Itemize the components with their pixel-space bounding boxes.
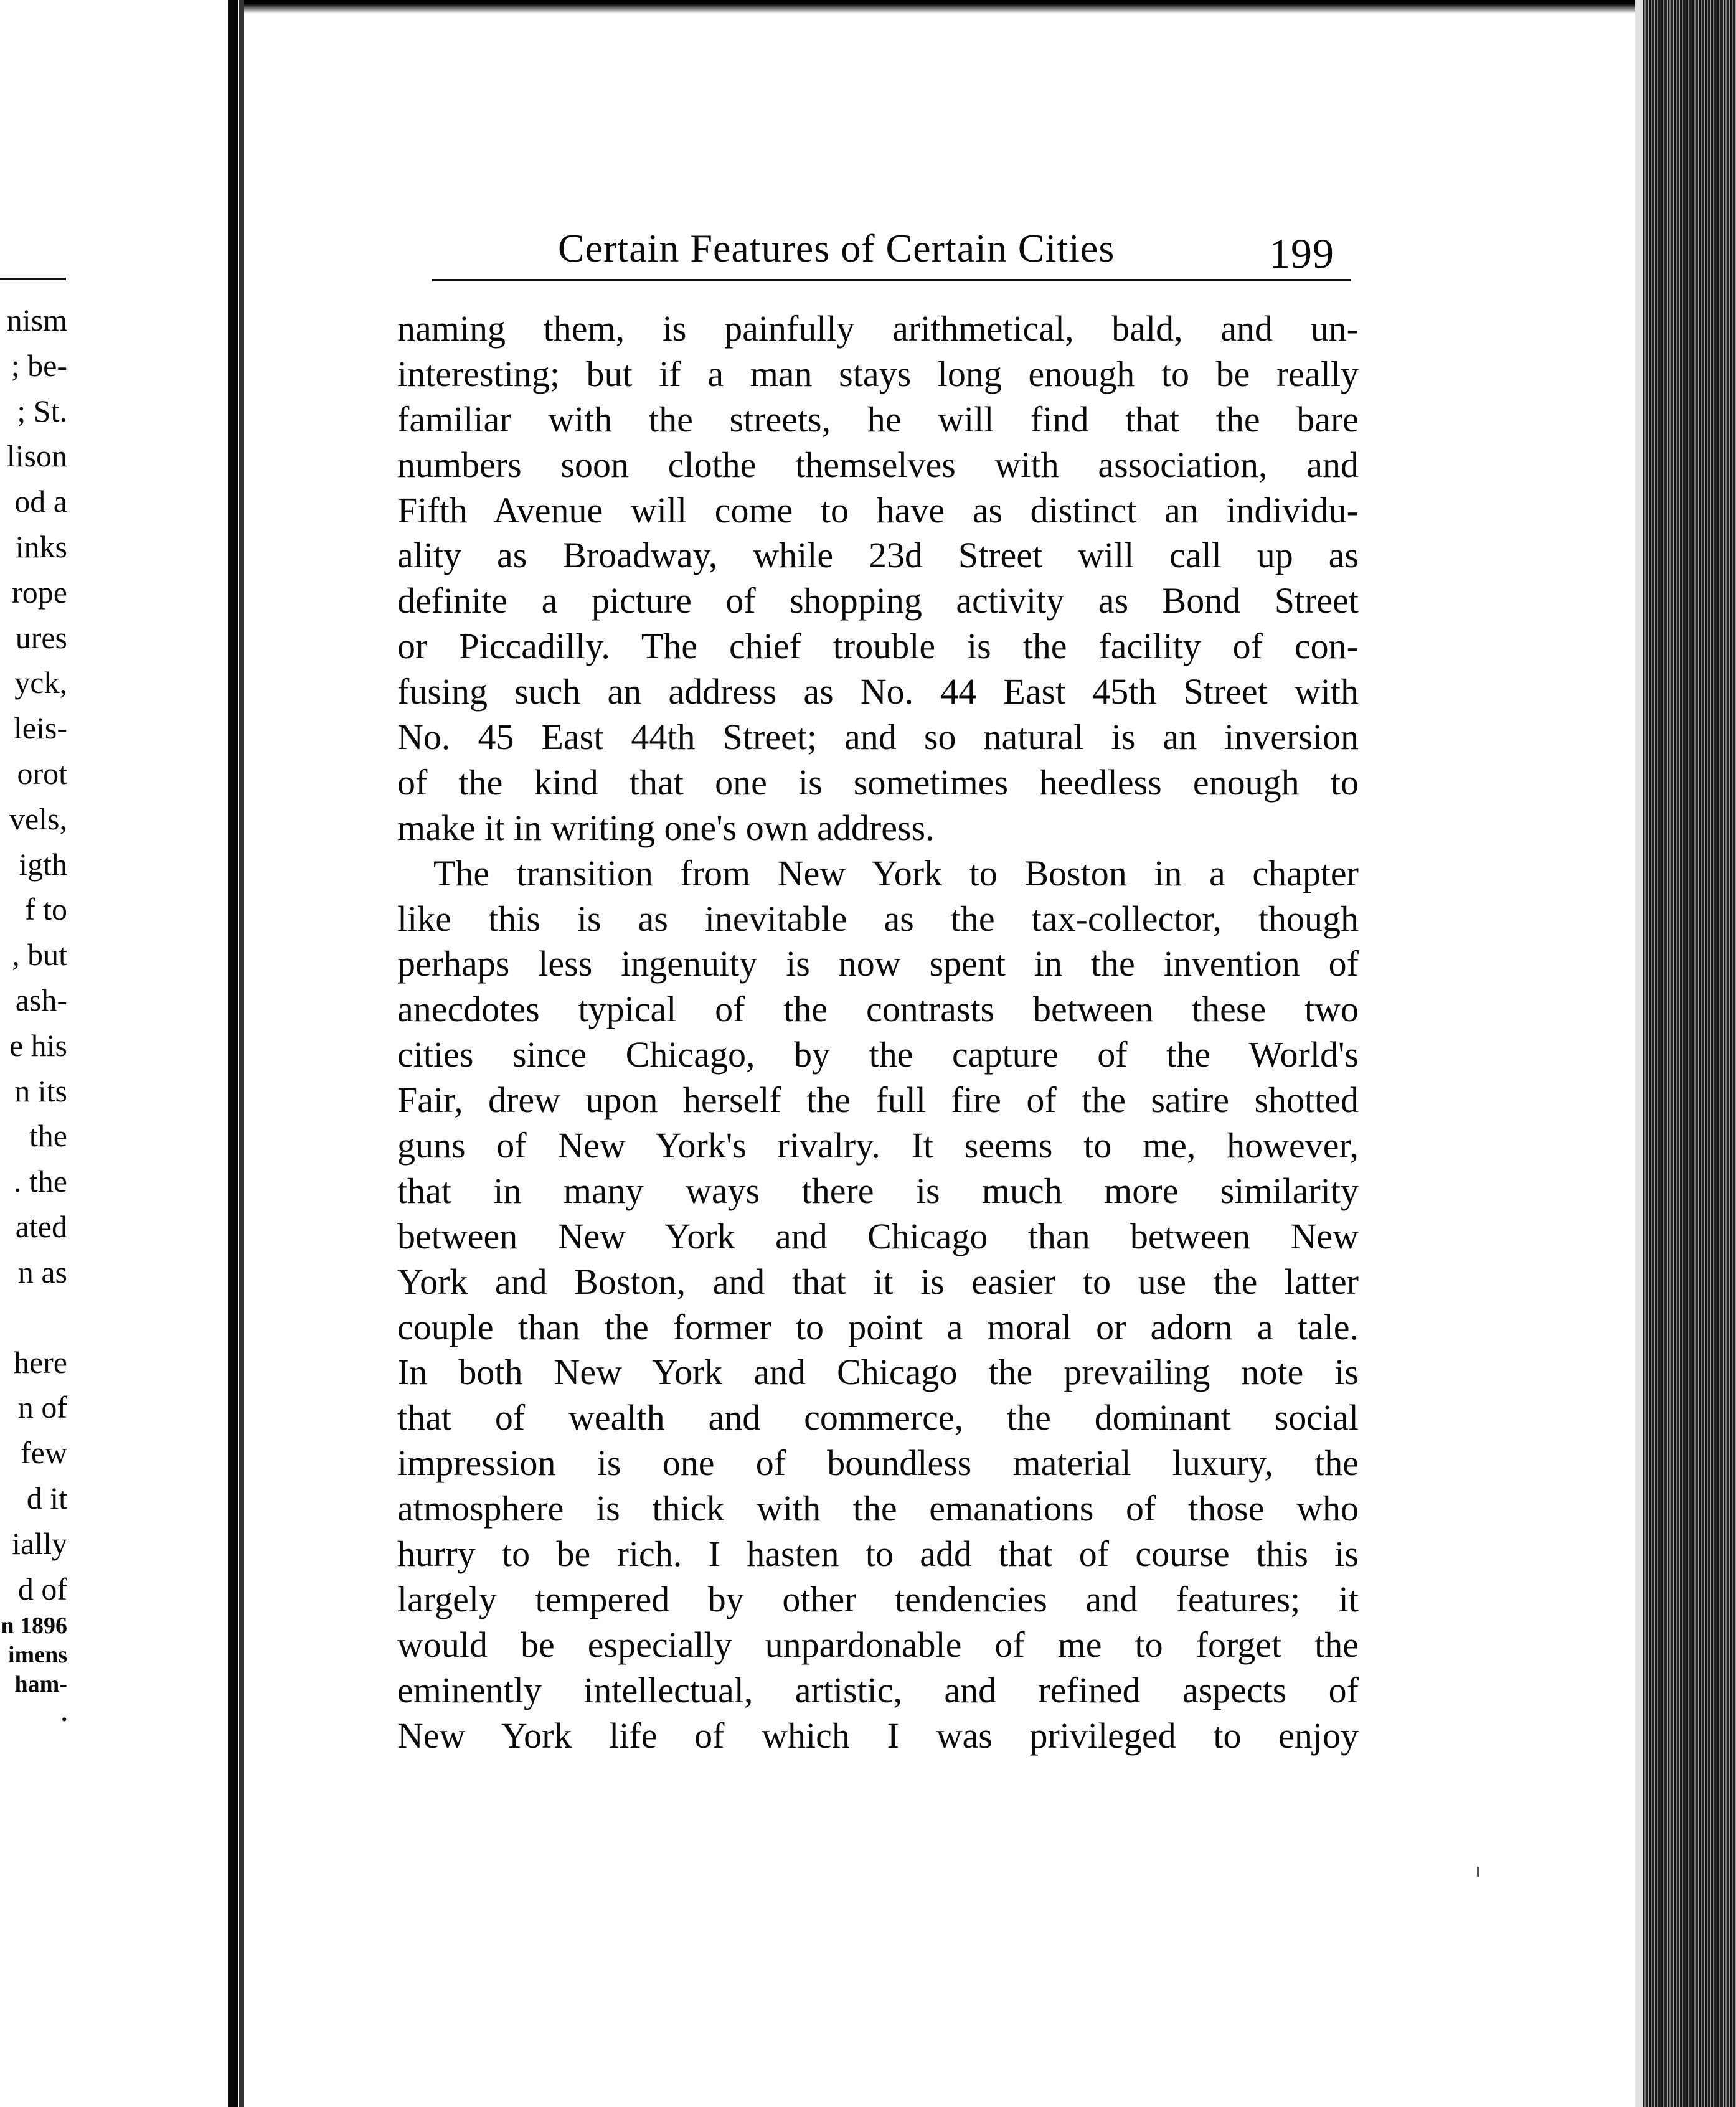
text-line: fusing such an address as No. 44 East 45th Street with bbox=[397, 671, 1359, 712]
text-line: largely tempered by other tendencies and features; it bbox=[397, 1578, 1359, 1619]
text-line: would be especially unpardonable of me to forget the bbox=[397, 1624, 1359, 1665]
previous-page-line: ; St. bbox=[17, 393, 67, 428]
previous-page-line: ially bbox=[12, 1525, 67, 1561]
previous-page-line: the bbox=[29, 1118, 67, 1154]
text-line: York and Boston, and that it is easier to use the latter bbox=[397, 1261, 1359, 1302]
text-line: perhaps less ingenuity is now spent in the invention of bbox=[397, 943, 1359, 984]
previous-page-line: d it bbox=[26, 1480, 67, 1515]
previous-page-line: few bbox=[21, 1435, 67, 1471]
previous-page-line: ures bbox=[15, 620, 67, 655]
text-line: that of wealth and commerce, the dominant social bbox=[397, 1397, 1359, 1438]
previous-page-line: yck, bbox=[14, 665, 67, 700]
previous-page-footnote-line: . bbox=[61, 1700, 67, 1727]
text-line: ality as Broadway, while 23d Street will call up as bbox=[397, 535, 1359, 576]
header-rule bbox=[432, 279, 1351, 281]
text-line: definite a picture of shopping activity as Bond Street bbox=[397, 580, 1359, 621]
text-line: In both New York and Chicago the prevailing note is bbox=[397, 1352, 1359, 1393]
text-line: hurry to be rich. I hasten to add that of course this is bbox=[397, 1534, 1359, 1575]
previous-page-line: leis- bbox=[13, 710, 67, 746]
text-line: New York life of which I was privileged to enjoy bbox=[397, 1715, 1359, 1756]
paragraph-last-line: make it in writing one's own address. bbox=[397, 807, 935, 848]
previous-page-head-rule bbox=[0, 278, 66, 280]
previous-page-line: . the bbox=[13, 1164, 67, 1199]
previous-page-line: ated bbox=[15, 1209, 67, 1244]
text-line: between New York and Chicago than between New bbox=[397, 1215, 1359, 1256]
page-edge-highlight bbox=[1635, 0, 1643, 2107]
text-line: eminently intellectual, artistic, and refined aspects of bbox=[397, 1669, 1359, 1710]
previous-page-line: n of bbox=[17, 1390, 67, 1425]
text-line: cities since Chicago, by the capture of the World's bbox=[397, 1034, 1359, 1075]
text-line: familiar with the streets, he will find that the bare bbox=[397, 398, 1359, 440]
previous-page-line: nism bbox=[6, 303, 67, 337]
previous-page-line: f to bbox=[24, 892, 67, 927]
text-line: couple than the former to point a moral or adorn a tale. bbox=[397, 1306, 1359, 1347]
previous-page-line: n its bbox=[14, 1073, 67, 1108]
page-number: 199 bbox=[1269, 230, 1334, 277]
previous-page-line: inks bbox=[15, 529, 67, 564]
binding-gutter bbox=[228, 0, 238, 2107]
previous-page-line: n as bbox=[17, 1254, 67, 1289]
previous-page-line: od a bbox=[14, 484, 67, 519]
text-line: interesting; but if a man stays long enough to be really bbox=[397, 353, 1359, 394]
previous-page-line: igth bbox=[19, 846, 67, 882]
scan-speck bbox=[1477, 1867, 1479, 1877]
previous-page-footnote-line: ham- bbox=[14, 1671, 67, 1698]
current-page bbox=[244, 14, 1635, 2107]
text-line: impression is one of boundless material luxury, the bbox=[397, 1443, 1359, 1484]
text-line: atmosphere is thick with the emanations of those who bbox=[397, 1488, 1359, 1529]
previous-page-footnote-line: n 1896 bbox=[1, 1613, 67, 1639]
previous-page-line: ; be- bbox=[11, 347, 67, 383]
stacked-page-edges bbox=[1643, 0, 1736, 2107]
previous-page-footnote-line: imens bbox=[8, 1642, 67, 1669]
previous-page-text bbox=[1, 298, 67, 1728]
text-line: guns of New York's rivalry. It seems to me, however, bbox=[397, 1125, 1359, 1166]
paragraph-first-line: The transition from New York to Boston in a chapter bbox=[433, 852, 1359, 893]
previous-page-line: e his bbox=[9, 1027, 67, 1063]
text-line: or Piccadilly. The chief trouble is the facility of con- bbox=[397, 626, 1359, 667]
previous-page-line: vels, bbox=[9, 801, 67, 836]
text-line: No. 45 East 44th Street; and so natural is an inversion bbox=[397, 717, 1359, 758]
previous-page-line: d of bbox=[17, 1571, 67, 1606]
previous-page-line: here bbox=[13, 1344, 67, 1380]
text-line: Fifth Avenue will come to have as distinct an individu- bbox=[397, 489, 1359, 530]
running-title: Certain Features of Certain Cities bbox=[558, 226, 1115, 270]
text-line: like this is as inevitable as the tax-collector, though bbox=[397, 898, 1359, 939]
text-line: anecdotes typical of the contrasts between these two bbox=[397, 989, 1359, 1030]
text-line: naming them, is painfully arithmetical, bald, and un- bbox=[397, 308, 1359, 349]
text-line: that in many ways there is much more similarity bbox=[397, 1170, 1359, 1211]
body-text bbox=[397, 306, 1359, 1759]
previous-page-line: lison bbox=[6, 438, 67, 474]
previous-page-line: ash- bbox=[15, 982, 67, 1017]
previous-page-line: rope bbox=[12, 574, 67, 610]
previous-page-line: , but bbox=[12, 937, 67, 973]
top-scan-edge bbox=[244, 0, 1643, 14]
text-line: Fair, drew upon herself the full fire of the satire shotted bbox=[397, 1080, 1359, 1121]
previous-page-line: orot bbox=[17, 755, 67, 791]
text-line: of the kind that one is sometimes heedless enough to bbox=[397, 761, 1359, 803]
text-line: numbers soon clothe themselves with association, and bbox=[397, 444, 1359, 485]
previous-page-paragraph-gap bbox=[1, 1295, 67, 1340]
previous-page-fragment bbox=[0, 0, 218, 2107]
binding-gutter-shadow bbox=[239, 0, 244, 2107]
